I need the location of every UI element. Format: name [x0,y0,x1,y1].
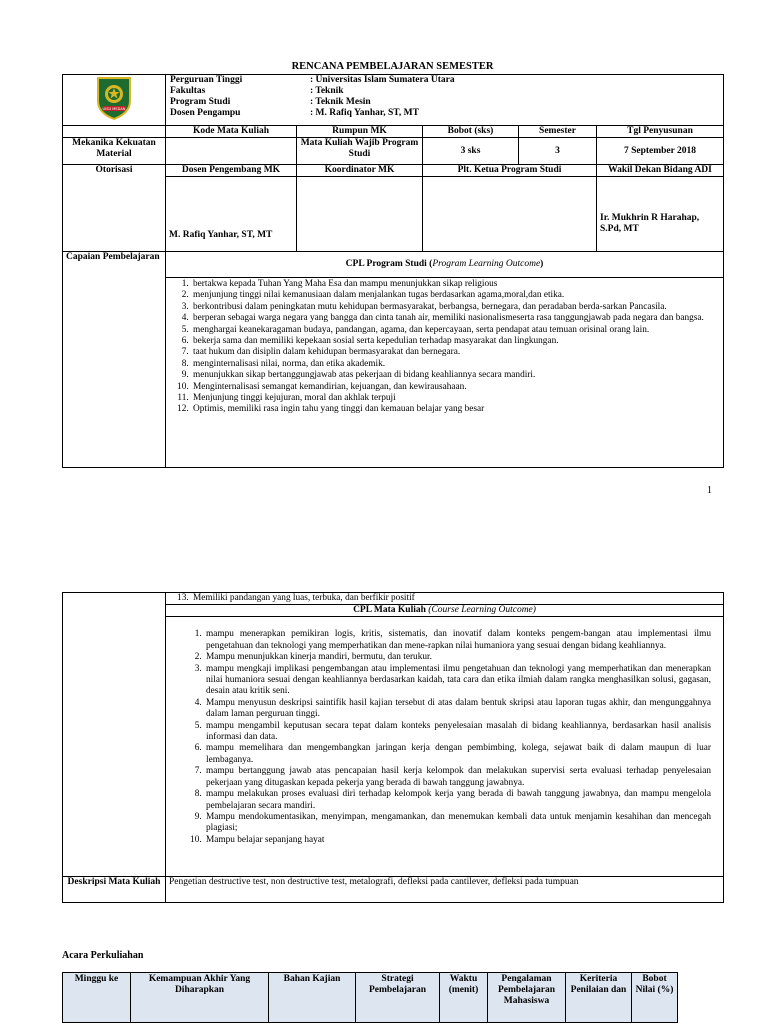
acara-header: Keriteria Penilaian dan [566,973,632,1023]
info-value: : Teknik [310,86,344,96]
header-rumpun: Rumpun MK [297,126,423,138]
header-tgl: Tgl Penyusunan [597,126,724,138]
acara-header: Minggu ke [63,973,131,1023]
course-kode [166,138,297,165]
cpl-item: 4. berperan sebagai warga negara yang bangga dan cinta tanah air, memiliki nasionalismeserta rasa tanggungjawab pada negara dan bangsa. [191,313,720,324]
cpmk-item: 3. mampu mengkaji implikasi pengembangan atau implementasi ilmu pengetahuan dan teknologi yang memperhatikan dan menerapkan nilai humaniora sesuai dengan keahliannya berdasarkan kaidah, tata cara dan etika ilmiah dalam rangka menghasilkan solusi, gagasan, desain atau kritik seni. [204,664,713,698]
header-semester: Semester [519,126,597,138]
otorisasi-label: Otorisasi [63,165,166,252]
cpmk-list [168,629,713,846]
sign-header: Dosen Pengembang MK [166,165,297,177]
info-value: : M. Rafiq Yanhar, ST, MT [310,108,419,118]
cpmk-item: 5. mampu mengambil keputusan secara tepat dalam konteks penyelesaian masalah di bidang keahliannya, berdasarkan hasil analisis informasi dan data. [204,721,713,744]
acara-header: Waktu (menit) [440,973,488,1023]
cpl-item: 8. menginternalisasi nilai, norma, dan etika akademik. [191,359,720,370]
rps-continued-table [62,592,724,903]
sign-header: Koordinator MK [297,165,423,177]
cpmk-title: CPL Mata Kuliah (Course Learning Outcome) [166,605,724,617]
cpl-item: 7. taat hukum dan disiplin dalam kehidupan bermasyarakat dan bernegara. [191,347,720,358]
course-semester: 3 [519,138,597,165]
course-rumpun: Mata Kuliah Wajib Program Studi [297,138,423,165]
deskripsi-text: Pengetian destructive test, non destructive test, metalografi, defleksi pada cantilever, defleksi pada tumpuan [166,877,724,903]
capaian-label-continued [63,593,166,877]
empty-cell [63,126,166,138]
cpl-item-13-cell [166,593,724,605]
signer-name: Ir. Mukhrin R Harahap, S.Pd, MT [600,213,700,234]
cpmk-list-cell [166,617,724,877]
section-title-acara: Acara Perkuliahan [62,950,144,961]
info-label: Dosen Pengampu [170,108,241,118]
signature-box [597,177,724,252]
acara-table [62,972,678,1023]
info-label: Program Studi [170,97,231,107]
capaian-label: Capaian Pembelajaran [63,252,166,468]
signer-name: M. Rafiq Yanhar, ST, MT [169,230,273,240]
cpl-item: 13. Memiliki pandangan yang luas, terbuka, dan berfikir positif [191,593,720,604]
cpl-item: 11. Menjunjung tinggi kejujuran, moral dan akhlak terpuji [191,393,720,404]
acara-header: Bahan Kajian [269,973,356,1023]
cpmk-item: 8. mampu melakukan proses evaluasi diri terhadap kelompok kerja yang berada di bawah tanggung jawabnya, dan mampu mengelola pembelajaran secara mandiri. [204,789,713,812]
info-label: Fakultas [170,86,206,96]
cpmk-item: 1. mampu menerapkan pemikiran logis, kritis, sistematis, dan inovatif dalam konteks pengem-bangan atau implementasi ilmu pengetahuan dan teknologi yang memperhatikan dan mene-rapkan nilai humaniora yang sesuai dengan bidang keahliannya. [204,629,713,652]
sign-header: Wakil Dekan Bidang ADI [597,165,724,177]
page-gap [0,510,768,588]
course-tgl: 7 September 2018 [597,138,724,165]
cpl-item: 9. menunjukkan sikap bertanggungjawab atas pekerjaan di bidang keahliannya secara mandiri. [191,370,720,381]
info-value: : Teknik Mesin [310,97,371,107]
cpl-item: 3. berkontribusi dalam peningkatan mutu kehidupan bermasyarakat, berbangsa, bernegara, dan peradaban berda-sarkan Pancasila. [191,302,720,313]
acara-header: Kemampuan Akhir Yang Diharapkan [131,973,269,1023]
course-name: Mekanika Kekuatan Material [63,138,166,165]
sign-header: Plt. Ketua Program Studi [423,165,597,177]
signature-box [423,177,597,252]
cpmk-item: 7. mampu bertanggung jawab atas pencapaian hasil kerja kelompok dan melakukan supervisi serta evaluasi terhadap penyelesaian pekerjaan yang ditugaskan kepada pekerja yang berada di bawah tanggung jawabnya. [204,766,713,789]
signature-box [166,177,297,252]
cpl-list-cell [166,278,724,468]
course-bobot: 3 sks [423,138,519,165]
rps-header-table [62,74,724,468]
cpmk-item: 9. Mampu mendokumentasikan, menyimpan, mengamankan, dan menemukan kembali data untuk menjamin kesahihan dan mencegah plagiasi; [204,812,713,835]
cpl-item: 6. bekerja sama dan memiliki kepekaan sosial serta kepedulian terhadap masyarakat dan lingkungan. [191,336,720,347]
cpmk-item: 2. Mampu menunjukkan kinerja mandiri, bermutu, dan terukur. [204,652,713,663]
info-value: : Universitas Islam Sumatera Utara [310,75,455,85]
cpmk-item: 6. mampu memelihara dan mengembangkan jaringan kerja dengan pembimbing, kolega, sejawat baik di dalam maupun di luar lembaganya. [204,743,713,766]
signature-box [297,177,423,252]
cpmk-item: 4. Mampu menyusun deskripsi saintifik hasil kajian tersebut di atas dalam bentuk skripsi atau laporan tugas akhir, dan mengunggahnya dalam laman perguruan tinggi. [204,698,713,721]
svg-text:UISU MEDAN: UISU MEDAN [102,107,126,112]
logo-cell [63,75,166,126]
cpl-item: 10. Menginternalisasi semangat kemandirian, kejuangan, dan kewirausahaan. [191,382,720,393]
cpl-title: CPL Program Studi (Program Learning Outcome) [166,252,724,278]
institution-info [166,75,724,126]
cpl-item: 5. menghargai keanekaragaman budaya, pandangan, agama, dan kepercayaan, serta pendapat atau temuan orisinal orang lain. [191,325,720,336]
cpl-item: 1. bertakwa kepada Tuhan Yang Maha Esa dan mampu menunjukkan sikap religious [191,279,720,290]
info-label: Perguruan Tinggi [170,75,243,85]
cpl-list [169,279,720,416]
cpl-list-continued [169,593,720,604]
page-number: 1 [707,485,712,496]
header-kode: Kode Mata Kuliah [166,126,297,138]
acara-header: Strategi Pembelajaran [356,973,440,1023]
document-title: RENCANA PEMBELAJARAN SEMESTER [291,61,494,72]
university-emblem-icon [94,75,134,121]
cpl-item: 2. menjunjung tinggi nilai kemanusiaan dalam menjalankan tugas berdasarkan agama,moral,dan etika. [191,290,720,301]
deskripsi-label: Deskripsi Mata Kuliah [63,877,166,903]
cpl-item: 12. Optimis, memiliki rasa ingin tahu yang tinggi dan kemauan belajar yang besar [191,404,720,415]
acara-header: Pengalaman Pembelajaran Mahasiswa [488,973,566,1023]
page-1 [0,0,768,510]
cpmk-item: 10. Mampu belajar sepanjang hayat [204,835,713,846]
acara-header: Bobot Nilai (%) [632,973,678,1023]
header-bobot: Bobot (sks) [423,126,519,138]
